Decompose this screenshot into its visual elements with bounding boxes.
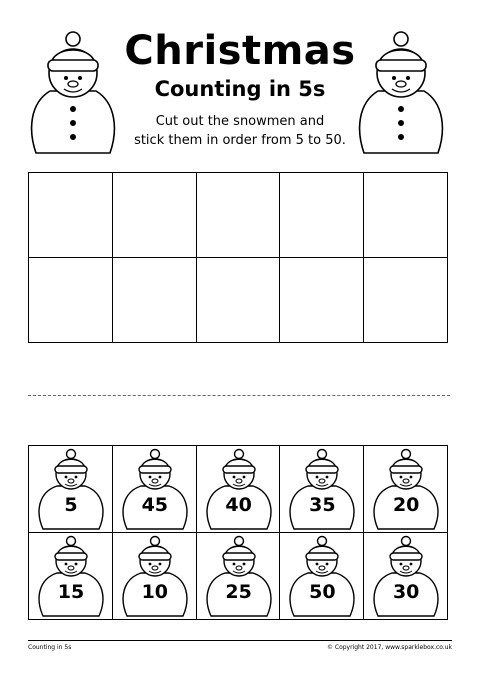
snowman-card-body	[364, 446, 448, 532]
snowman-card-body	[113, 533, 197, 619]
answer-box[interactable]	[364, 173, 448, 258]
answer-box[interactable]	[196, 258, 280, 343]
snowman-icon	[113, 446, 197, 532]
answer-box[interactable]	[112, 173, 196, 258]
card-number: 25	[225, 581, 252, 603]
card-number: 40	[225, 494, 252, 516]
snowman-card-body	[280, 533, 364, 619]
snowman-icon	[113, 533, 197, 619]
snowman-card-body	[280, 446, 364, 532]
snowman-card[interactable]	[280, 533, 364, 620]
footer-left: Counting in 5s	[28, 644, 72, 651]
snowman-icon	[280, 446, 364, 532]
card-row	[29, 533, 448, 620]
snowman-card[interactable]	[112, 446, 196, 533]
instructions-line-1: Cut out the snowmen and	[155, 114, 325, 129]
snowman-card[interactable]	[364, 446, 448, 533]
card-number: 5	[64, 494, 78, 516]
answer-box[interactable]	[112, 258, 196, 343]
snowman-icon	[280, 533, 364, 619]
snowman-icon	[29, 533, 113, 619]
snowman-card-body	[197, 533, 281, 619]
snowman-icon	[197, 446, 281, 532]
footer-rule	[28, 640, 452, 641]
snowman-card-body	[197, 446, 281, 532]
answer-box[interactable]	[364, 258, 448, 343]
card-number: 35	[309, 494, 336, 516]
answer-row	[29, 173, 448, 258]
snowman-card-grid	[28, 445, 448, 620]
footer-copyright: © Copyright 2017, www.sparklebox.co.uk	[326, 644, 452, 651]
snowman-illustration-right	[356, 25, 446, 155]
answer-box[interactable]	[280, 173, 364, 258]
answer-box[interactable]	[196, 173, 280, 258]
snowman-card[interactable]	[29, 446, 113, 533]
answer-box[interactable]	[29, 173, 113, 258]
answer-row	[29, 258, 448, 343]
card-number: 50	[309, 581, 336, 603]
snowman-card-body	[364, 533, 448, 619]
snowman-icon	[364, 533, 448, 619]
card-number: 10	[141, 581, 169, 603]
answer-grid	[28, 172, 448, 343]
card-number: 45	[141, 494, 169, 516]
snowman-card[interactable]	[280, 446, 364, 533]
snowman-card[interactable]	[364, 533, 448, 620]
snowman-card[interactable]	[112, 533, 196, 620]
page-subtitle: Counting in 5s	[154, 77, 326, 101]
page-title: Christmas	[124, 28, 356, 74]
card-number: 20	[392, 494, 420, 516]
instructions-line-2: stick them in order from 5 to 50.	[134, 133, 346, 148]
snowman-card-body	[29, 533, 113, 619]
card-number: 15	[57, 581, 85, 603]
answer-box[interactable]	[29, 258, 113, 343]
card-row	[29, 446, 448, 533]
snowman-icon	[29, 446, 113, 532]
snowman-card[interactable]	[29, 533, 113, 620]
snowman-card-body	[113, 446, 197, 532]
cut-line	[28, 395, 450, 396]
snowman-icon	[364, 446, 448, 532]
answer-box[interactable]	[280, 258, 364, 343]
snowman-card[interactable]	[196, 446, 280, 533]
snowman-card[interactable]	[196, 533, 280, 620]
card-number: 30	[392, 581, 420, 603]
snowman-card-body	[29, 446, 113, 532]
snowman-icon	[197, 533, 281, 619]
